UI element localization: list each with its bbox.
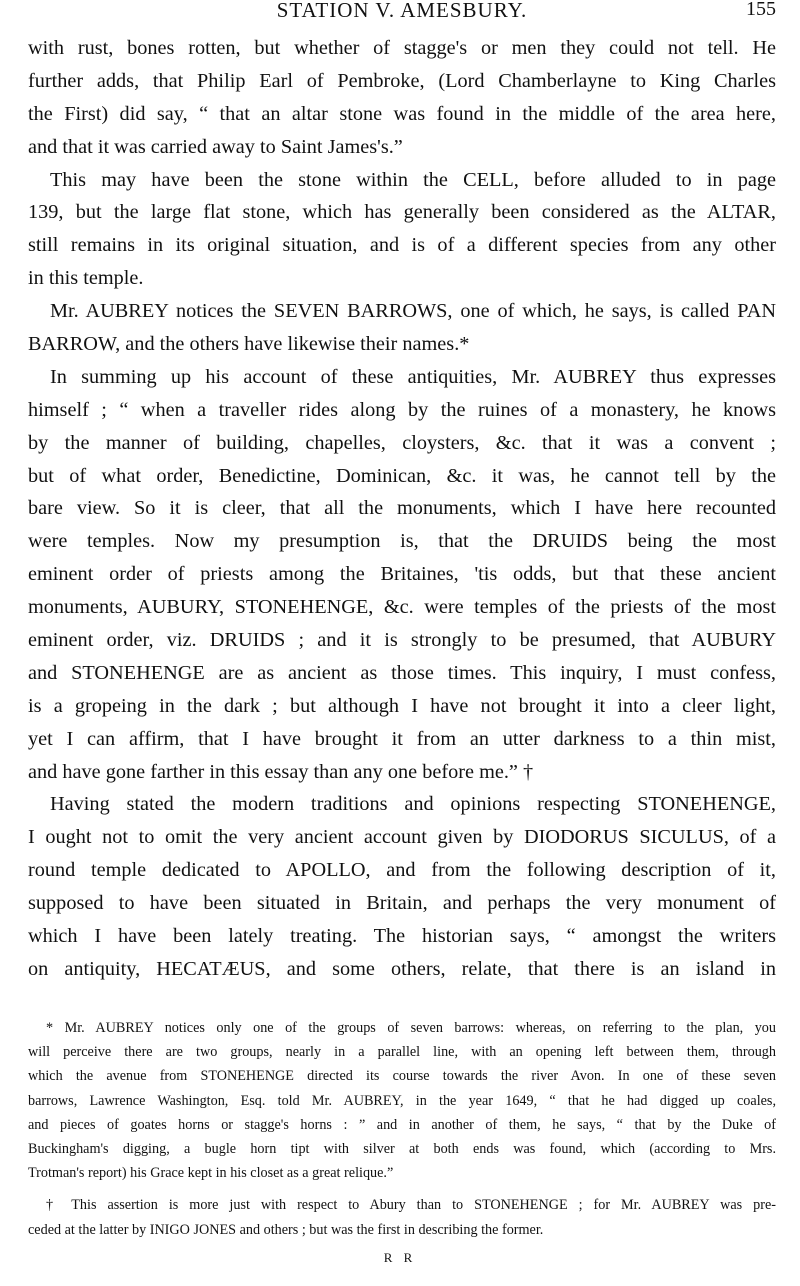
text-line: In summing up his account of these antiquities, Mr. AUBREY thus expresses (50, 365, 776, 388)
footnote-line: Buckingham's digging, a bugle horn tipt with silver at both ends was found, which (according to Mrs. (28, 1140, 776, 1157)
text-line: in this temple. (28, 267, 144, 290)
footnote-line: † This assertion is more just with respect to Abury than to STONEHENGE ; for Mr. AUBREY was pre- (46, 1197, 776, 1214)
footnotes (28, 1016, 776, 1242)
text-line: further adds, that Philip Earl of Pembroke, (Lord Chamberlayne to King Charles (28, 69, 776, 92)
text-line: on antiquity, HECATÆUS, and some others, relate, that there is an island in (28, 957, 776, 980)
text-line: bare view. So it is cleer, that all the monuments, which I have here recounted (28, 497, 776, 520)
footnote-line: * Mr. AUBREY notices only one of the groups of seven barrows: whereas, on referring to the plan, you (46, 1020, 776, 1036)
text-line: yet I can affirm, that I have brought it from an utter darkness to a thin mist, (28, 727, 776, 750)
text-line: eminent order of priests among the Britaines, 'tis odds, but that these ancient (28, 563, 776, 586)
running-title: STATION V. AMESBURY. (276, 0, 528, 22)
footnote-line: barrows, Lawrence Washington, Esq. told Mr. AUBREY, in the year 1649, “ that he had digged up coales, (28, 1092, 776, 1109)
text-line: eminent order, viz. DRUIDS ; and it is strongly to be presumed, that AUBURY (28, 629, 776, 652)
text-line: Mr. AUBREY notices the SEVEN BARROWS, one of which, he says, is called PAN (50, 300, 776, 323)
text-line: and have gone farther in this essay than any one before me.” † (28, 760, 534, 783)
footnote-line: ceded at the latter by INIGO JONES and others ; but was the first in describing the former. (28, 1221, 544, 1238)
text-line: 139, but the large flat stone, which has generally been considered as the ALTAR, (28, 201, 776, 224)
footnote-line: which the avenue from STONEHENGE directed its course towards the river Avon. In one of these seven (28, 1068, 776, 1085)
page-header (28, 0, 776, 30)
text-line: himself ; “ when a traveller rides along by the ruines of a monastery, he knows (28, 398, 776, 421)
text-line: supposed to have been situated in Britain, and perhaps the very monument of (28, 892, 776, 915)
text-line: the First) did say, “ that an altar stone was found in the middle of the area here, (28, 102, 776, 125)
text-line: This may have been the stone within the CELL, before alluded to in page (50, 168, 776, 191)
footnote-line: and pieces of goates horns or stagge's horns : ” and in another of them, he says, “ that by the Duke of (28, 1116, 776, 1133)
footnote-gap (28, 1185, 776, 1193)
body-text (28, 32, 776, 986)
text-line: BARROW, and the others have likewise their names.* (28, 333, 470, 356)
footnote-line: Trotman's report) his Grace kept in his closet as a great relique.” (28, 1165, 394, 1182)
text-line: is a gropeing in the dark ; but although I have not brought it into a cleer light, (28, 694, 776, 717)
text-line: and STONEHENGE are as ancient as those times. This inquiry, I must confess, (28, 661, 776, 684)
page-number: 155 (746, 0, 776, 20)
text-line: but of what order, Benedictine, Dominican, &c. it was, he cannot tell by the (28, 464, 776, 487)
text-line: and that it was carried away to Saint James's.” (28, 135, 403, 158)
text-line: monuments, AUBURY, STONEHENGE, &c. were temples of the priests of the most (28, 596, 776, 619)
signature-mark: R R (383, 1250, 417, 1265)
text-line: Having stated the modern traditions and opinions respecting STONEHENGE, (50, 793, 776, 816)
text-line: were temples. Now my presumption is, that the DRUIDS being the most (28, 530, 776, 553)
text-line: still remains in its original situation, and is of a different species from any other (28, 234, 776, 257)
text-line: by the manner of building, chapelles, cloysters, &c. that it was a convent ; (28, 431, 776, 454)
text-line: round temple dedicated to APOLLO, and from the following description of it, (28, 859, 776, 882)
text-line: which I have been lately treating. The historian says, “ amongst the writers (28, 925, 776, 948)
text-line: with rust, bones rotten, but whether of stagge's or men they could not tell. He (28, 37, 776, 59)
text-line: I ought not to omit the very ancient account given by DIODORUS SICULUS, of a (28, 826, 776, 849)
footnote-line: will perceive there are two groups, nearly in a parallel line, with an opening left between them, through (28, 1044, 776, 1061)
